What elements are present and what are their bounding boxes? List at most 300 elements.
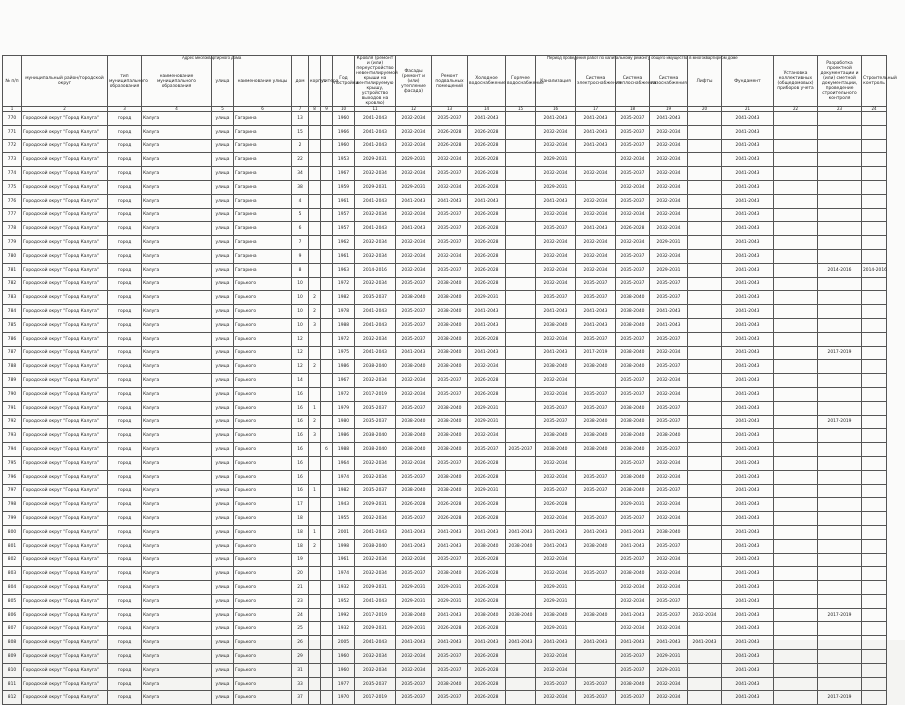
table-cell: 2029-2031 (355, 581, 396, 595)
table-cell: 2041-2043 (722, 167, 774, 181)
table-cell: 2035-2037 (576, 470, 616, 484)
table-cell: 1979 (333, 401, 355, 415)
table-cell (309, 581, 321, 595)
table-cell: улица (212, 567, 234, 581)
table-cell: 2041-2043 (536, 525, 576, 539)
table-cell: 2038-2040 (432, 332, 468, 346)
table-cell: 2038-2040 (432, 415, 468, 429)
table-cell (688, 387, 722, 401)
table-cell: 1988 (333, 318, 355, 332)
table-cell: 2041-2043 (536, 346, 576, 360)
table-cell: город (108, 539, 142, 553)
table-cell: 18 (292, 525, 309, 539)
table-cell: 2032-2034 (536, 567, 576, 581)
table-cell: Горького (234, 456, 292, 470)
table-cell (818, 249, 862, 263)
table-cell (576, 180, 616, 194)
column-number: 20 (688, 107, 722, 112)
table-cell: 803 (3, 567, 22, 581)
table-cell: 2041-2043 (650, 318, 688, 332)
table-cell (688, 153, 722, 167)
table-cell (688, 208, 722, 222)
table-cell: 2032-2034 (650, 387, 688, 401)
table-cell: 2032-2034 (616, 236, 650, 250)
table-cell: Калуга (142, 291, 212, 305)
table-cell: 2041-2043 (722, 553, 774, 567)
column-number: 7 (292, 107, 309, 112)
table-cell: 1955 (333, 512, 355, 526)
table-cell: 2026-2028 (468, 512, 506, 526)
table-cell (321, 650, 333, 664)
table-cell: Горького (234, 429, 292, 443)
table-cell: Калуга (142, 691, 212, 705)
table-cell: 2032-2034 (616, 581, 650, 595)
table-cell: 2029-2031 (468, 291, 506, 305)
table-cell (862, 194, 887, 208)
column-number: 11 (355, 107, 396, 112)
table-cell: 10 (292, 277, 309, 291)
table-cell (309, 594, 321, 608)
table-cell: улица (212, 636, 234, 650)
table-cell (862, 443, 887, 457)
table-cell: 2032-2034 (650, 498, 688, 512)
table-cell: Калуга (142, 180, 212, 194)
table-cell: 2035-2037 (396, 401, 432, 415)
table-cell: 2032-2034 (396, 112, 432, 126)
table-cell: 2026-2028 (468, 222, 506, 236)
table-cell (321, 194, 333, 208)
table-cell (321, 415, 333, 429)
table-cell: 1961 (333, 194, 355, 208)
table-cell (774, 401, 818, 415)
table-cell: Городской округ "Город Калуга" (22, 456, 108, 470)
table-cell: Городской округ "Город Калуга" (22, 222, 108, 236)
table-cell: улица (212, 236, 234, 250)
table-cell: 2041-2043 (722, 249, 774, 263)
table-cell (862, 277, 887, 291)
table-cell: 2041-2043 (722, 112, 774, 126)
table-row (3, 374, 887, 388)
table-cell: город (108, 387, 142, 401)
table-cell: 2038-2040 (396, 429, 432, 443)
table-cell: 2035-2037 (616, 374, 650, 388)
table-cell (862, 691, 887, 705)
table-cell (774, 456, 818, 470)
table-row (3, 443, 887, 457)
table-cell: Городской округ "Город Калуга" (22, 429, 108, 443)
table-row (3, 691, 887, 705)
table-cell (321, 484, 333, 498)
table-cell: 2035-2037 (616, 650, 650, 664)
table-cell: 2035-2037 (650, 608, 688, 622)
table-cell: Горького (234, 553, 292, 567)
table-cell (774, 180, 818, 194)
table-row (3, 401, 887, 415)
table-cell: 2038-2040 (468, 608, 506, 622)
table-cell: 2026-2028 (468, 663, 506, 677)
table-cell (862, 374, 887, 388)
table-cell (818, 360, 862, 374)
table-cell: Калуга (142, 470, 212, 484)
table-cell (309, 332, 321, 346)
table-cell: Калуга (142, 318, 212, 332)
table-cell: 2029-2031 (650, 236, 688, 250)
table-cell: Городской округ "Город Калуга" (22, 415, 108, 429)
table-cell (321, 167, 333, 181)
table-row (3, 180, 887, 194)
table-cell: 2038-2040 (616, 429, 650, 443)
table-cell: улица (212, 553, 234, 567)
table-cell: 797 (3, 484, 22, 498)
table-cell (862, 636, 887, 650)
table-cell: 2035-2037 (576, 484, 616, 498)
table-cell (309, 194, 321, 208)
column-number: 1 (3, 107, 22, 112)
table-cell: 2038-2040 (432, 567, 468, 581)
table-row (3, 277, 887, 291)
table-cell: 2035-2037 (650, 415, 688, 429)
table-cell (506, 332, 536, 346)
table-cell (774, 222, 818, 236)
table-cell (774, 112, 818, 126)
table-cell: Городской округ "Город Калуга" (22, 484, 108, 498)
table-cell (321, 567, 333, 581)
table-cell: 2041-2043 (722, 443, 774, 457)
table-cell: 2026-2028 (468, 553, 506, 567)
table-cell: Калуга (142, 125, 212, 139)
table-cell (862, 677, 887, 691)
table-cell (321, 236, 333, 250)
table-cell: Калуга (142, 650, 212, 664)
table-cell: 2038-2040 (506, 539, 536, 553)
table-cell: Горького (234, 663, 292, 677)
table-cell: 2026-2028 (468, 498, 506, 512)
table-cell: 2041-2043 (506, 525, 536, 539)
table-cell: 2035-2037 (650, 277, 688, 291)
table-cell: 2029-2031 (396, 180, 432, 194)
table-cell: 2038-2040 (616, 401, 650, 415)
table-cell: улица (212, 415, 234, 429)
table-cell (506, 263, 536, 277)
table-cell: 18 (292, 539, 309, 553)
table-cell: 16 (292, 484, 309, 498)
table-cell (862, 153, 887, 167)
table-cell: город (108, 139, 142, 153)
table-cell: улица (212, 429, 234, 443)
table-cell (506, 222, 536, 236)
table-cell: 2035-2037 (650, 401, 688, 415)
table-cell (309, 553, 321, 567)
table-cell: 2041-2043 (722, 387, 774, 401)
table-cell: 2032-2034 (650, 153, 688, 167)
table-cell: 2035-2037 (432, 167, 468, 181)
table-cell: 2038-2040 (355, 429, 396, 443)
table-cell (862, 208, 887, 222)
table-cell (774, 677, 818, 691)
table-cell: Горького (234, 387, 292, 401)
table-cell: Калуга (142, 443, 212, 457)
table-cell (321, 263, 333, 277)
table-cell: 2041-2043 (722, 512, 774, 526)
table-cell (506, 677, 536, 691)
table-cell: 2035-2037 (576, 277, 616, 291)
table-cell: 2038-2040 (396, 443, 432, 457)
table-cell (309, 249, 321, 263)
table-cell: 2026-2028 (468, 208, 506, 222)
table-cell: город (108, 222, 142, 236)
table-cell (309, 236, 321, 250)
table-cell: 2032-2034 (396, 139, 432, 153)
table-cell: Гагарина (234, 208, 292, 222)
table-cell: Калуга (142, 374, 212, 388)
table-cell (862, 539, 887, 553)
table-cell: 2032-2034 (650, 139, 688, 153)
table-cell: Калуга (142, 346, 212, 360)
table-cell: 2032-2034 (355, 374, 396, 388)
table-cell: улица (212, 581, 234, 595)
table-cell: 16 (292, 387, 309, 401)
table-cell (309, 456, 321, 470)
table-cell (321, 305, 333, 319)
table-cell: 2038-2040 (432, 677, 468, 691)
table-cell: 1970 (333, 691, 355, 705)
table-cell (321, 677, 333, 691)
table-cell (862, 581, 887, 595)
table-cell (818, 374, 862, 388)
table-cell (862, 167, 887, 181)
table-cell: 22 (292, 153, 309, 167)
table-cell: 2041-2043 (722, 663, 774, 677)
table-cell: 2035-2037 (616, 512, 650, 526)
table-cell: улица (212, 539, 234, 553)
table-cell: улица (212, 650, 234, 664)
table-cell (309, 470, 321, 484)
table-body (3, 112, 887, 705)
table-cell (688, 663, 722, 677)
table-cell: 2041-2043 (722, 470, 774, 484)
table-cell: 2041-2043 (536, 305, 576, 319)
table-cell (506, 112, 536, 126)
table-cell (862, 567, 887, 581)
table-cell: Городской округ "Город Калуга" (22, 360, 108, 374)
table-cell: 1964 (333, 456, 355, 470)
table-cell: Горького (234, 636, 292, 650)
table-cell (321, 387, 333, 401)
column-header: наименование улицы (234, 56, 292, 107)
table-row (3, 429, 887, 443)
table-cell: 2032-2034 (536, 277, 576, 291)
table-cell: 2038-2040 (432, 318, 468, 332)
table-cell: город (108, 360, 142, 374)
table-cell: 2041-2043 (355, 346, 396, 360)
table-cell: 2035-2037 (355, 415, 396, 429)
table-cell: 2032-2034 (432, 249, 468, 263)
table-cell: 2035-2037 (432, 691, 468, 705)
table-cell: 2032-2034 (536, 374, 576, 388)
table-cell: 809 (3, 650, 22, 664)
table-cell: 4 (292, 194, 309, 208)
table-cell (688, 498, 722, 512)
table-cell: 2041-2043 (468, 305, 506, 319)
table-cell: 2041-2043 (650, 305, 688, 319)
table-cell: 1960 (333, 650, 355, 664)
table-cell: 2035-2037 (536, 415, 576, 429)
table-cell: 775 (3, 180, 22, 194)
table-cell: 2035-2037 (616, 332, 650, 346)
table-cell: 1982 (333, 484, 355, 498)
table-cell (862, 553, 887, 567)
table-cell: 2035-2037 (650, 443, 688, 457)
table-cell: 2041-2043 (722, 636, 774, 650)
table-cell (309, 498, 321, 512)
table-cell: 16 (292, 443, 309, 457)
table-cell: Калуга (142, 112, 212, 126)
table-cell: 2032-2034 (576, 167, 616, 181)
table-cell: 2032-2034 (616, 594, 650, 608)
table-cell (818, 622, 862, 636)
table-cell: 2041-2043 (576, 139, 616, 153)
table-cell (774, 567, 818, 581)
table-cell (774, 512, 818, 526)
table-cell: 2032-2034 (536, 125, 576, 139)
table-cell: 2035-2037 (432, 374, 468, 388)
table-cell: город (108, 470, 142, 484)
table-cell (321, 291, 333, 305)
table-row (3, 677, 887, 691)
table-cell (576, 594, 616, 608)
table-cell: 772 (3, 139, 22, 153)
table-cell (688, 456, 722, 470)
table-cell (506, 277, 536, 291)
table-cell: 2038-2040 (536, 318, 576, 332)
table-cell: 2041-2043 (396, 539, 432, 553)
table-cell: 2041-2043 (576, 125, 616, 139)
table-cell: 2041-2043 (616, 636, 650, 650)
table-cell: город (108, 194, 142, 208)
table-cell: 2041-2043 (722, 236, 774, 250)
table-cell: Горького (234, 581, 292, 595)
table-cell: 2029-2031 (536, 581, 576, 595)
table-cell: 2038-2040 (536, 429, 576, 443)
table-cell: Городской округ "Город Калуга" (22, 443, 108, 457)
table-cell (774, 553, 818, 567)
table-cell: Калуга (142, 249, 212, 263)
table-cell (818, 305, 862, 319)
repair-schedule-table-wrap (2, 55, 897, 705)
table-cell: Горького (234, 594, 292, 608)
table-cell: 2041-2043 (722, 291, 774, 305)
table-cell: Городской округ "Город Калуга" (22, 305, 108, 319)
table-cell: улица (212, 222, 234, 236)
table-cell: город (108, 663, 142, 677)
table-cell: Городской округ "Город Калуга" (22, 401, 108, 415)
table-cell: 2032-2034 (536, 263, 576, 277)
table-cell: 2038-2040 (616, 443, 650, 457)
table-cell (818, 139, 862, 153)
table-cell (309, 677, 321, 691)
table-cell: 2038-2040 (616, 360, 650, 374)
table-cell: 2041-2043 (722, 498, 774, 512)
table-cell: Городской округ "Город Калуга" (22, 346, 108, 360)
column-number: 18 (616, 107, 650, 112)
table-cell (688, 512, 722, 526)
table-cell: 2035-2037 (616, 553, 650, 567)
table-cell: 2032-2034 (536, 139, 576, 153)
table-row (3, 236, 887, 250)
table-cell: 2038-2040 (616, 567, 650, 581)
table-cell: Городской округ "Город Калуга" (22, 608, 108, 622)
table-cell: 2041-2043 (396, 194, 432, 208)
column-number: 19 (650, 107, 688, 112)
table-cell: 2041-2043 (506, 636, 536, 650)
table-cell: 784 (3, 305, 22, 319)
table-cell: Горького (234, 650, 292, 664)
table-cell: 2038-2040 (576, 429, 616, 443)
table-cell (321, 429, 333, 443)
table-cell: 2041-2043 (355, 318, 396, 332)
table-cell: Горького (234, 484, 292, 498)
table-cell: Городской округ "Город Калуга" (22, 374, 108, 388)
table-cell (321, 346, 333, 360)
table-cell (774, 484, 818, 498)
table-cell (818, 222, 862, 236)
table-cell: 1953 (333, 153, 355, 167)
table-cell (506, 401, 536, 415)
table-cell: 2035-2037 (576, 677, 616, 691)
table-cell: 2041-2043 (650, 112, 688, 126)
table-row (3, 470, 887, 484)
table-cell: 1957 (333, 222, 355, 236)
table-cell (576, 153, 616, 167)
table-cell: 2038-2040 (432, 277, 468, 291)
table-cell (818, 663, 862, 677)
table-cell (309, 443, 321, 457)
table-cell: 1 (309, 525, 321, 539)
table-cell: Городской округ "Город Калуга" (22, 180, 108, 194)
table-cell: 29 (292, 650, 309, 664)
table-cell: 2032-2034 (616, 153, 650, 167)
table-cell (688, 222, 722, 236)
table-cell: 2032-2034 (576, 263, 616, 277)
table-cell: 2026-2028 (468, 249, 506, 263)
table-cell: 2041-2043 (355, 305, 396, 319)
table-cell (818, 581, 862, 595)
table-cell: 1966 (333, 125, 355, 139)
table-cell (688, 125, 722, 139)
table-cell: 802 (3, 553, 22, 567)
table-cell (818, 387, 862, 401)
table-cell: 19 (292, 553, 309, 567)
table-cell: улица (212, 470, 234, 484)
table-cell (774, 581, 818, 595)
table-cell: 38 (292, 180, 309, 194)
table-row (3, 553, 887, 567)
table-cell (818, 553, 862, 567)
table-cell: улица (212, 484, 234, 498)
table-cell: 2038-2040 (616, 291, 650, 305)
table-cell: 2035-2037 (396, 567, 432, 581)
table-cell: Гагарина (234, 112, 292, 126)
table-cell: город (108, 236, 142, 250)
table-cell: улица (212, 112, 234, 126)
table-cell: 1986 (333, 360, 355, 374)
table-cell: город (108, 305, 142, 319)
table-cell (506, 387, 536, 401)
table-cell: город (108, 525, 142, 539)
table-cell: 2041-2043 (722, 539, 774, 553)
table-cell (862, 608, 887, 622)
table-cell: 2035-2037 (396, 277, 432, 291)
